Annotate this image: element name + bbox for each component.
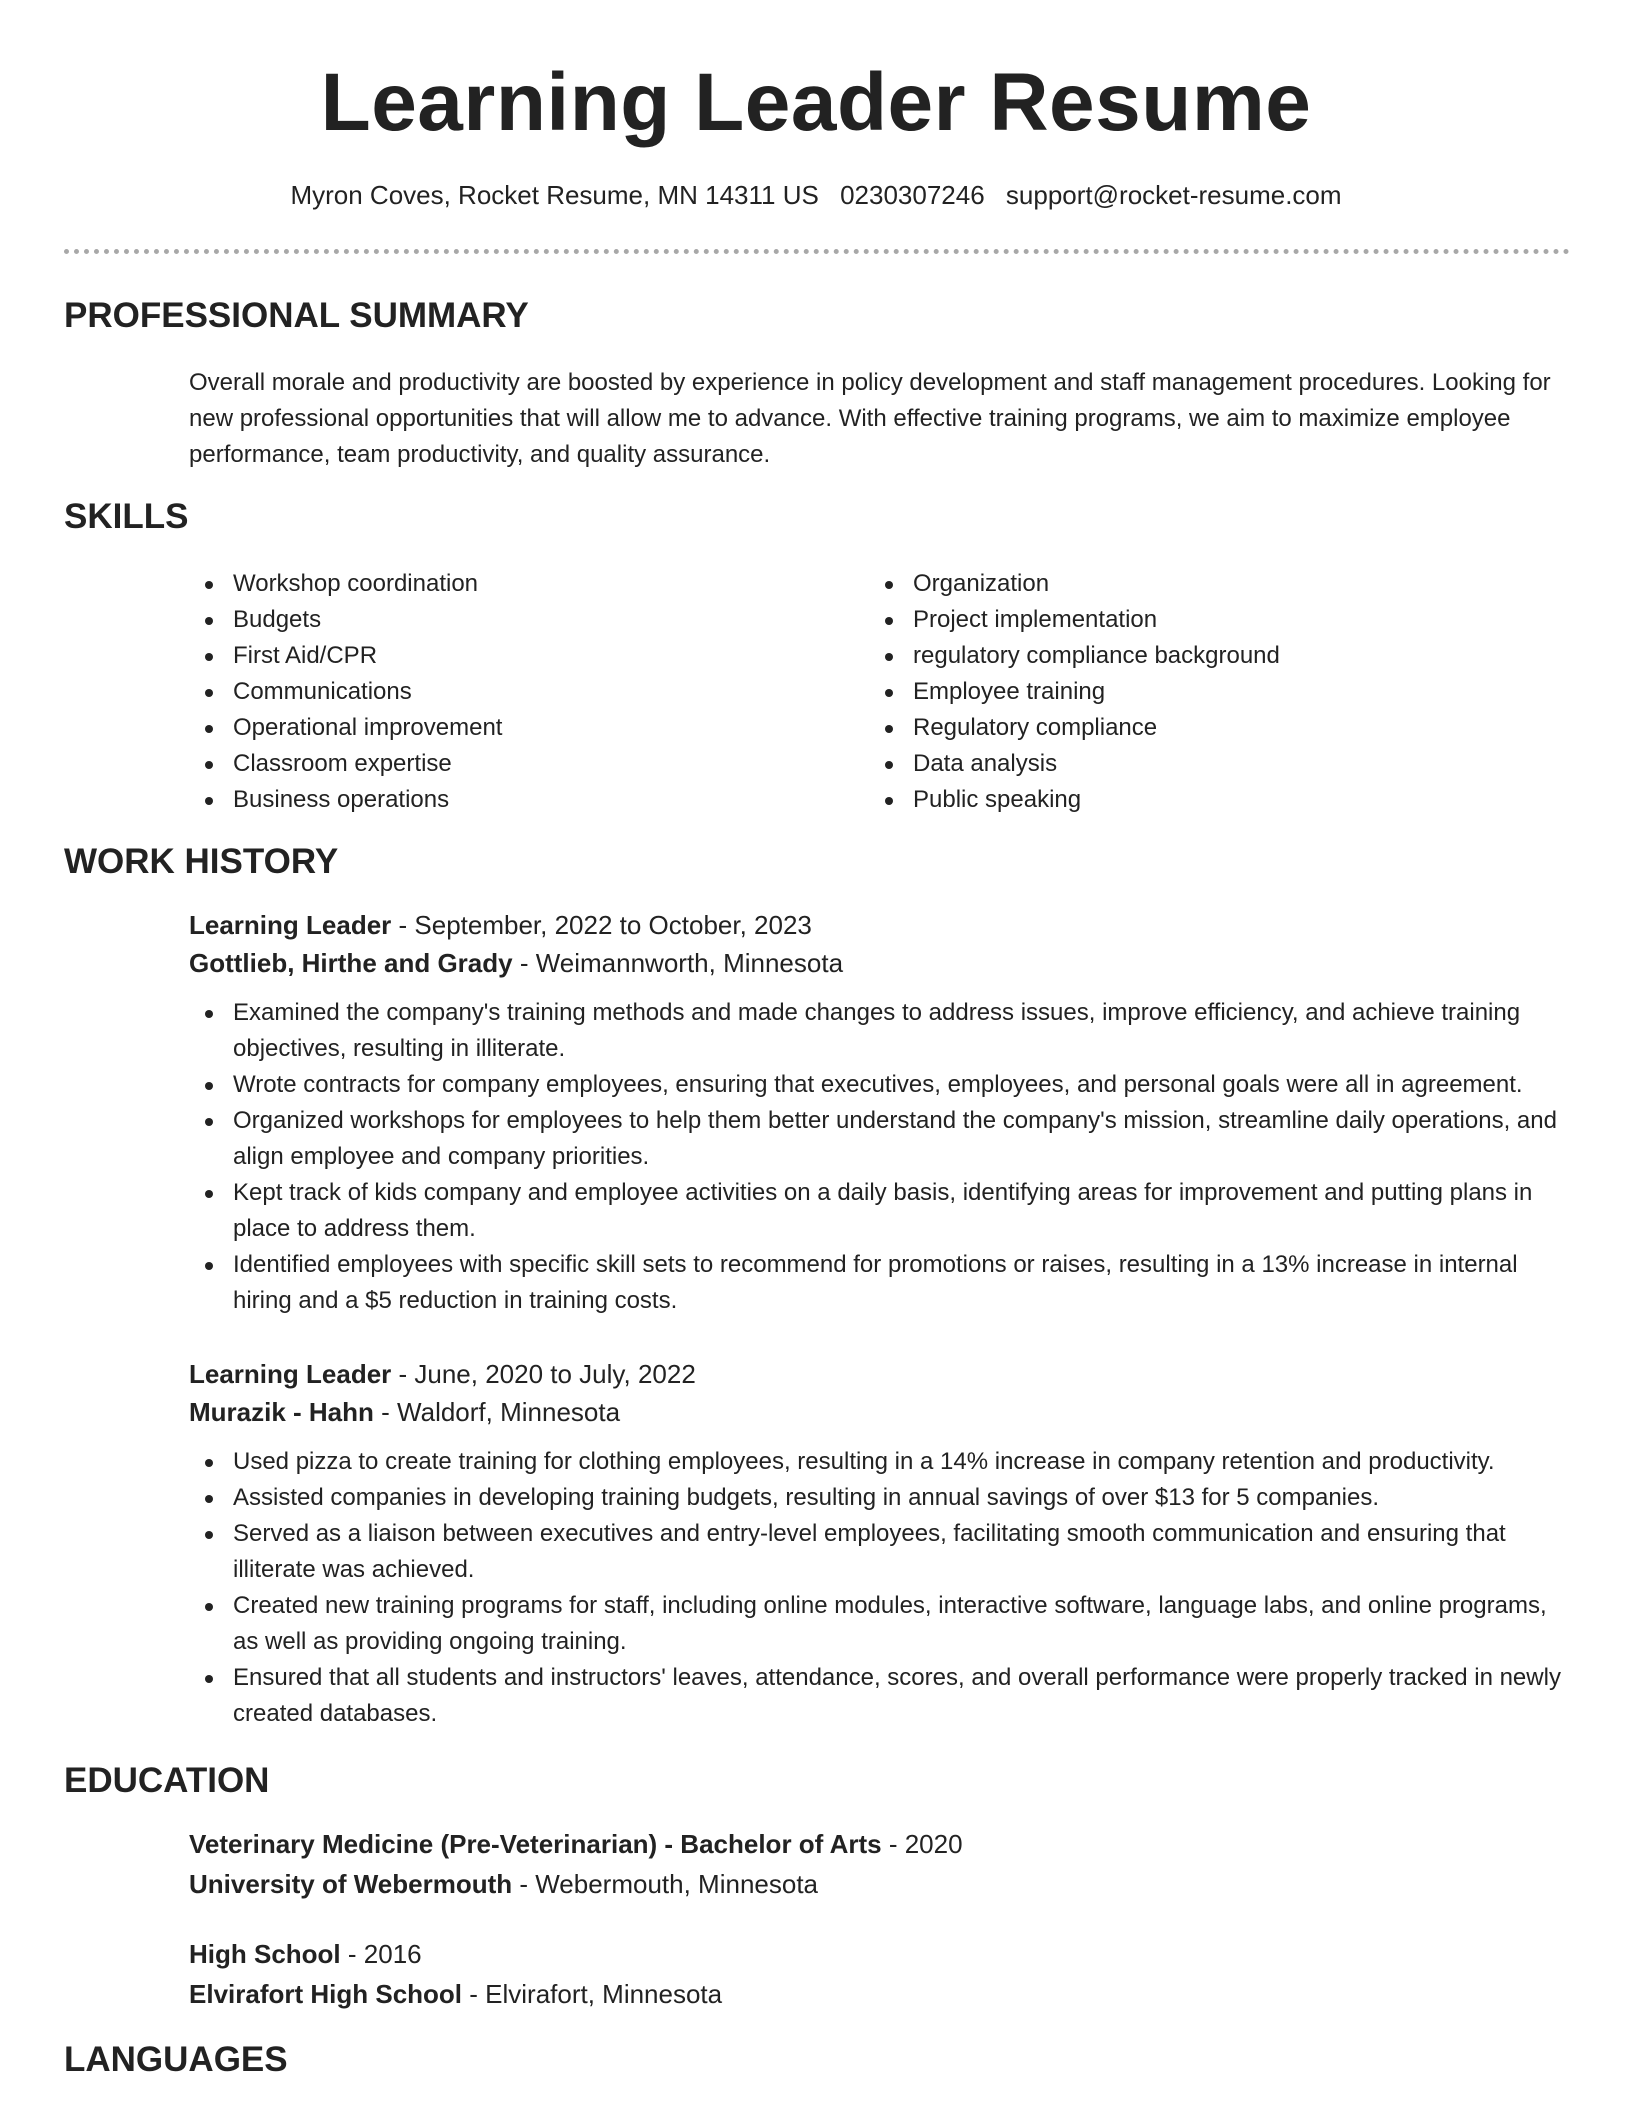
section-title-education: EDUCATION (64, 1761, 270, 1800)
education-degree: High School (189, 1939, 341, 1969)
job-bullet: Wrote contracts for company employees, ensuring that executives, employees, and personal goals were all in agreement. (189, 1067, 1574, 1103)
job-company-line (189, 1393, 1574, 1431)
education-degree: Veterinary Medicine (Pre-Veterinarian) - Bachelor of Arts (189, 1829, 882, 1859)
contact-email: support@rocket-resume.com (1005, 180, 1342, 210)
header-divider (64, 249, 1570, 254)
skills-column-left (189, 566, 869, 818)
job-entry (189, 1355, 1574, 1732)
job-dates: - September, 2022 to October, 2023 (391, 910, 812, 940)
section-title-work-history: WORK HISTORY (64, 842, 339, 881)
job-bullet: Examined the company's training methods and made changes to address issues, improve efficiency, and achieve training objectives, resulting in illiterate. (189, 995, 1574, 1067)
job-bullet: Identified employees with specific skill sets to recommend for promotions or raises, resulting in a 13% increase in internal hiring and a $5 reduction in training costs. (189, 1247, 1574, 1319)
job-bullet: Kept track of kids company and employee activities on a daily basis, identifying areas for improvement and putting plans in place to address them. (189, 1175, 1574, 1247)
skill-item: Public speaking (869, 782, 1549, 818)
education-school-line (189, 1974, 1574, 2014)
skill-item: Employee training (869, 674, 1549, 710)
job-company: Murazik - Hahn (189, 1397, 374, 1427)
job-bullet: Created new training programs for staff, including online modules, interactive software, language labs, and online programs, as well as providing ongoing training. (189, 1588, 1574, 1660)
job-bullet: Served as a liaison between executives and entry-level employees, facilitating smooth communication and ensuring that illiterate was achieved. (189, 1516, 1574, 1588)
education-location: - Elvirafort, Minnesota (462, 1979, 723, 2009)
education-entry (189, 1934, 1574, 2014)
skill-item: Workshop coordination (189, 566, 869, 602)
job-company-line (189, 944, 1574, 982)
education-entry (189, 1824, 1574, 1904)
job-title-line (189, 906, 1574, 944)
job-location: - Waldorf, Minnesota (373, 1397, 621, 1427)
job-dates: - June, 2020 to July, 2022 (391, 1359, 696, 1389)
job-bullets (189, 995, 1574, 1319)
skill-item: Budgets (189, 602, 869, 638)
job-bullets (189, 1444, 1574, 1732)
job-role: Learning Leader (189, 1359, 392, 1389)
job-bullet: Assisted companies in developing training budgets, resulting in annual savings of over $13 for 5 companies. (189, 1480, 1574, 1516)
skill-item: Business operations (189, 782, 869, 818)
education-location: - Webermouth, Minnesota (512, 1869, 819, 1899)
job-bullet: Used pizza to create training for clothing employees, resulting in a 14% increase in company retention and productivity. (189, 1444, 1574, 1480)
skill-item: Project implementation (869, 602, 1549, 638)
skills-list (189, 566, 1574, 818)
education-year: - 2016 (340, 1939, 422, 1969)
section-title-summary: PROFESSIONAL SUMMARY (64, 296, 529, 335)
job-title-line (189, 1355, 1574, 1393)
job-bullet: Ensured that all students and instructors' leaves, attendance, scores, and overall performance were properly tracked in newly created databases. (189, 1660, 1574, 1732)
job-entry (189, 906, 1574, 1319)
job-role: Learning Leader (189, 910, 392, 940)
skill-item: regulatory compliance background (869, 638, 1549, 674)
job-company: Gottlieb, Hirthe and Grady (189, 948, 513, 978)
skill-item: Data analysis (869, 746, 1549, 782)
skill-item: Regulatory compliance (869, 710, 1549, 746)
job-bullet: Organized workshops for employees to help them better understand the company's mission, streamline daily operations, and align employee and company priorities. (189, 1103, 1574, 1175)
skill-item: Operational improvement (189, 710, 869, 746)
education-degree-line (189, 1934, 1574, 1974)
summary-text: Overall morale and productivity are boosted by experience in policy development and staff management procedures. Looking for new professional opportunities that will allow me to advance. With effective training programs, we aim to maximize employee performance, team productivity, and quality assurance. (189, 369, 1551, 468)
skill-item: Organization (869, 566, 1549, 602)
education-year: - 2020 (881, 1829, 963, 1859)
page-title: Learning Leader Resume (320, 57, 1312, 148)
contact-info (0, 180, 1632, 211)
section-title-skills: SKILLS (64, 497, 189, 536)
education-school-line (189, 1864, 1574, 1904)
skill-item: Classroom expertise (189, 746, 869, 782)
education-degree-line (189, 1824, 1574, 1864)
contact-phone: 0230307246 (840, 180, 985, 210)
education-school: University of Webermouth (189, 1869, 513, 1899)
skills-column-right (869, 566, 1549, 818)
education-school: Elvirafort High School (189, 1979, 463, 2009)
skill-item: Communications (189, 674, 869, 710)
job-location: - Weimannworth, Minnesota (512, 948, 844, 978)
contact-address: Myron Coves, Rocket Resume, MN 14311 US (290, 180, 819, 210)
skill-item: First Aid/CPR (189, 638, 869, 674)
section-title-languages: LANGUAGES (64, 2040, 288, 2079)
